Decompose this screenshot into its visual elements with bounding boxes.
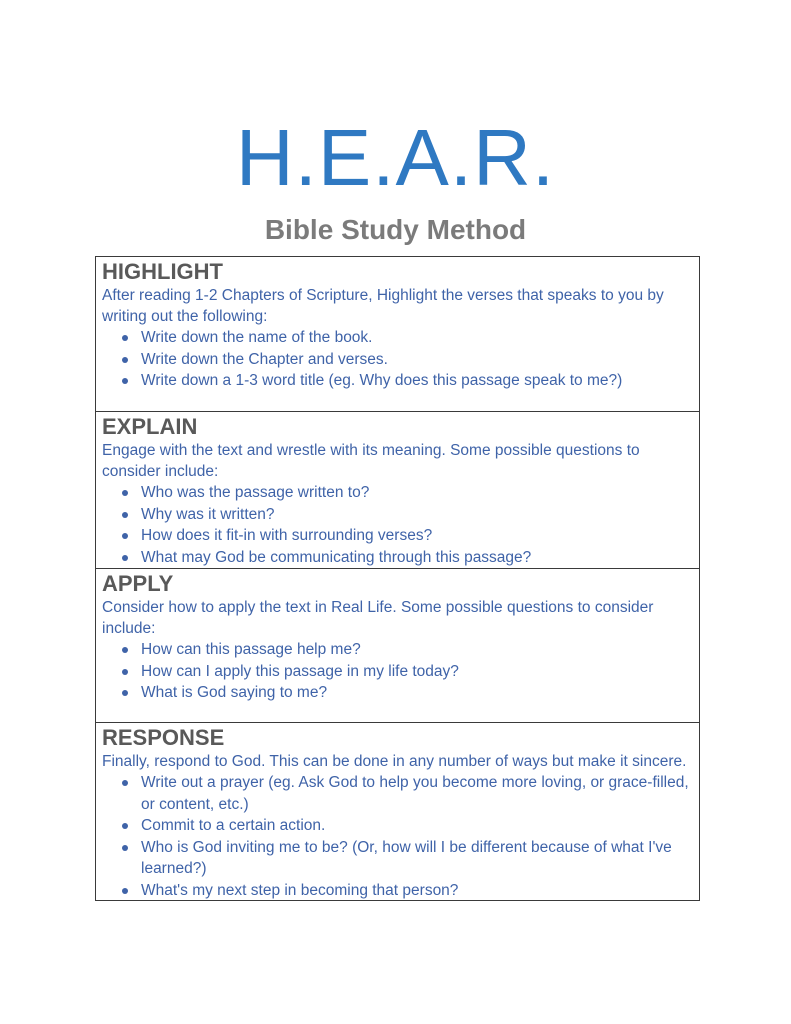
list-item: What is God saying to me?: [122, 682, 693, 704]
list-item: Who is God inviting me to be? (Or, how will I be different because of what I've learned?): [122, 837, 693, 880]
list-item: How can I apply this passage in my life today?: [122, 661, 693, 683]
list-item: What's my next step in becoming that person?: [122, 880, 693, 901]
method-table: [95, 256, 700, 901]
section-title-explain: EXPLAIN: [102, 414, 198, 439]
list-item: What may God be communicating through this passage?: [122, 547, 693, 569]
section-intro-response: Finally, respond to God. This can be done in any number of ways but make it sincere.: [102, 753, 687, 770]
list-item: Write down the name of the book.: [122, 327, 693, 349]
list-item: Write down the Chapter and verses.: [122, 349, 693, 371]
list-item: Why was it written?: [122, 504, 693, 526]
list-item: Write out a prayer (eg. Ask God to help you become more loving, or grace-filled, or content, etc.): [122, 772, 693, 815]
bullet-list-apply: [102, 639, 693, 704]
section-intro-explain: Engage with the text and wrestle with its meaning. Some possible questions to consider include:: [102, 442, 640, 480]
section-title-apply: APPLY: [102, 571, 174, 596]
page-title: H.E.A.R.: [235, 113, 556, 202]
list-item: Commit to a certain action.: [122, 815, 693, 837]
bullet-list-highlight: [102, 327, 693, 392]
section-apply: [96, 569, 699, 723]
bullet-list-explain: [102, 482, 693, 568]
section-title-response: RESPONSE: [102, 725, 225, 750]
section-intro-highlight: After reading 1-2 Chapters of Scripture, Highlight the verses that speaks to you by writing out the following:: [102, 287, 664, 325]
list-item: How can this passage help me?: [122, 639, 693, 661]
section-response: [96, 723, 699, 900]
bullet-list-response: [102, 772, 693, 900]
section-title-highlight: HIGHLIGHT: [102, 259, 223, 284]
section-highlight: [96, 257, 699, 412]
section-intro-apply: Consider how to apply the text in Real Life. Some possible questions to consider include:: [102, 599, 654, 637]
list-item: Who was the passage written to?: [122, 482, 693, 504]
list-item: How does it fit-in with surrounding verses?: [122, 525, 693, 547]
section-explain: [96, 412, 699, 569]
list-item: Write down a 1-3 word title (eg. Why does this passage speak to me?): [122, 370, 693, 392]
page-subtitle: Bible Study Method: [264, 214, 527, 245]
